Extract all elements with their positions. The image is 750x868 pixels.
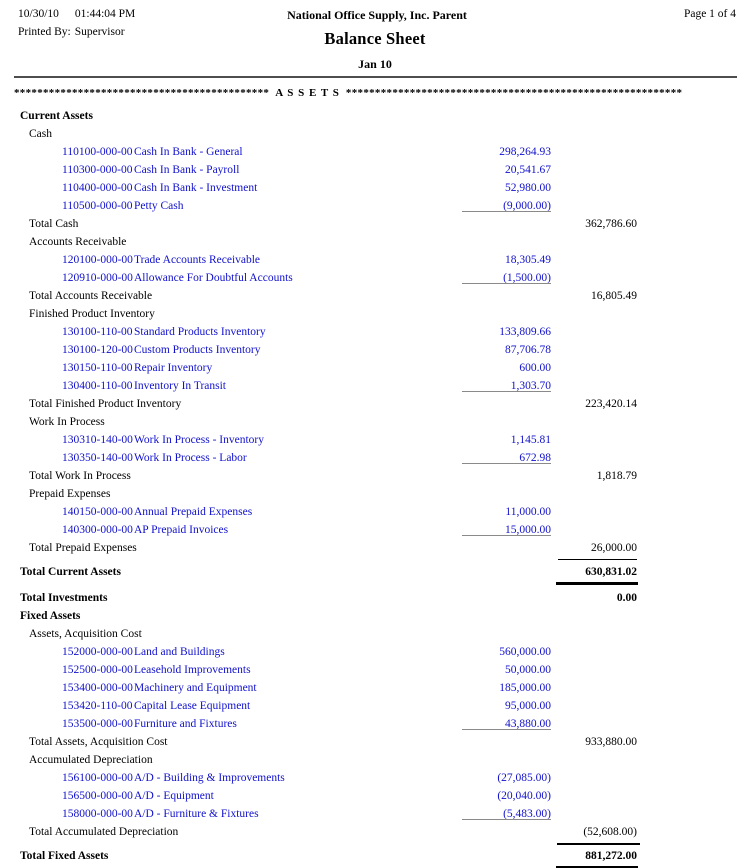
subheader-row	[0, 234, 750, 252]
account-label	[0, 716, 421, 734]
report-body	[0, 86, 750, 866]
account-description: Machinery and Equipment	[134, 682, 257, 694]
account-label	[0, 644, 421, 662]
account-row	[0, 716, 750, 734]
account-label	[0, 698, 421, 716]
account-number: 110300-000-00	[62, 164, 133, 176]
account-description: Petty Cash	[134, 200, 184, 212]
subtotal-rule-above	[462, 283, 551, 284]
assets-section-banner	[14, 86, 750, 102]
total-row	[0, 216, 750, 234]
account-label	[0, 270, 421, 288]
account-amount: 600.00	[519, 362, 551, 374]
account-row	[0, 360, 750, 378]
banner-stars-right: **********************************************************	[345, 87, 683, 99]
account-number: 120100-000-00	[62, 254, 133, 266]
subtotal-rule-above	[462, 463, 551, 464]
row-label: Total Accumulated Depreciation	[29, 826, 179, 838]
account-amount: 560,000.00	[499, 646, 551, 658]
account-label	[0, 504, 421, 522]
account-label	[0, 788, 421, 806]
account-number: 153500-000-00	[62, 718, 133, 730]
account-amount: 15,000.00	[505, 524, 551, 536]
header-datetime	[18, 8, 228, 20]
account-label	[0, 680, 421, 698]
account-amount: (5,483.00)	[503, 808, 551, 820]
account-label	[0, 252, 421, 270]
account-amount: 95,000.00	[505, 700, 551, 712]
total-amount: 16,805.49	[591, 290, 637, 302]
total-amount: 362,786.60	[585, 218, 637, 230]
account-number: 110500-000-00	[62, 200, 133, 212]
account-amount: 1,303.70	[510, 380, 551, 392]
subtotal-rule-above	[462, 211, 551, 212]
row-label: Total Assets, Acquisition Cost	[29, 736, 168, 748]
account-label	[0, 806, 421, 824]
account-amount: 18,305.49	[505, 254, 551, 266]
total-amount: 933,880.00	[585, 736, 637, 748]
total-amount: 26,000.00	[591, 542, 637, 554]
account-label	[0, 324, 421, 342]
account-description: Trade Accounts Receivable	[134, 254, 261, 266]
subtotal-rule-above	[557, 843, 640, 845]
account-description: Land and Buildings	[134, 646, 225, 658]
subheader-row	[0, 414, 750, 432]
account-number: 156100-000-00	[62, 772, 133, 784]
grand-row	[0, 848, 750, 866]
report-rows	[0, 108, 750, 866]
account-number: 140150-000-00	[62, 506, 133, 518]
account-label	[0, 342, 421, 360]
account-description: Standard Products Inventory	[134, 326, 266, 338]
account-number: 140300-000-00	[62, 524, 133, 536]
row-label: Assets, Acquisition Cost	[29, 628, 142, 640]
row-label: Prepaid Expenses	[29, 488, 111, 500]
banner-label: A S S E T S	[275, 87, 340, 99]
account-number: 153400-000-00	[62, 682, 133, 694]
row-label: Cash	[29, 128, 52, 140]
account-description: Cash In Bank - Payroll	[134, 164, 240, 176]
row-label: Work In Process	[29, 416, 105, 428]
account-description: A/D - Building & Improvements	[134, 772, 285, 784]
account-label	[0, 144, 421, 162]
account-description: Repair Inventory	[134, 362, 213, 374]
account-amount: (27,085.00)	[497, 772, 551, 784]
account-row	[0, 680, 750, 698]
header-divider	[14, 76, 737, 78]
row-label: Total Investments	[20, 592, 108, 604]
grand-row	[0, 590, 750, 608]
subheader-row	[0, 626, 750, 644]
account-amount: 20,541.67	[505, 164, 551, 176]
total-amount: 223,420.14	[585, 398, 637, 410]
subtotal-rule-above	[462, 535, 551, 536]
row-label: Total Finished Product Inventory	[29, 398, 182, 410]
account-number: 158000-000-00	[62, 808, 133, 820]
report-header	[0, 0, 750, 86]
account-row	[0, 378, 750, 396]
account-row	[0, 342, 750, 360]
subheader-row	[0, 306, 750, 324]
total-row	[0, 396, 750, 414]
account-number: 130400-110-00	[62, 380, 133, 392]
account-description: A/D - Equipment	[134, 790, 214, 802]
account-label	[0, 450, 421, 468]
total-row	[0, 540, 750, 558]
total-amount: (52,608.00)	[583, 826, 637, 838]
row-label: Fixed Assets	[20, 610, 81, 622]
account-description: Custom Products Inventory	[134, 344, 261, 356]
account-number: 130100-120-00	[62, 344, 133, 356]
account-amount: (9,000.00)	[503, 200, 551, 212]
account-label	[0, 432, 421, 450]
account-label	[0, 360, 421, 378]
subheader-row	[0, 752, 750, 770]
banner-stars-left: ********************************************	[14, 87, 270, 99]
account-description: Work In Process - Labor	[134, 452, 247, 464]
total-row	[0, 468, 750, 486]
account-row	[0, 806, 750, 824]
report-period: Jan 10	[358, 57, 392, 71]
account-row	[0, 788, 750, 806]
row-label: Total Cash	[29, 218, 79, 230]
row-label: Total Fixed Assets	[20, 850, 109, 862]
grand-row	[0, 564, 750, 582]
account-row	[0, 504, 750, 522]
header-row	[0, 108, 750, 126]
printed-by-label: Printed By:	[18, 26, 71, 38]
print-date: 10/30/10	[18, 8, 59, 20]
account-amount: 298,264.93	[499, 146, 551, 158]
row-label: Total Current Assets	[20, 566, 121, 578]
account-row	[0, 198, 750, 216]
account-description: Leasehold Improvements	[134, 664, 251, 676]
account-amount: (20,040.00)	[497, 790, 551, 802]
total-rule-below	[556, 582, 638, 585]
account-number: 130310-140-00	[62, 434, 133, 446]
account-row	[0, 698, 750, 716]
total-row	[0, 734, 750, 752]
total-amount: 1,818.79	[596, 470, 637, 482]
account-number: 110100-000-00	[62, 146, 133, 158]
account-number: 130350-140-00	[62, 452, 133, 464]
account-row	[0, 450, 750, 468]
account-number: 152000-000-00	[62, 646, 133, 658]
account-number: 153420-110-00	[62, 700, 133, 712]
account-amount: 43,880.00	[505, 718, 551, 730]
company-name: National Office Supply, Inc. Parent	[287, 8, 467, 22]
total-amount: 0.00	[616, 592, 637, 604]
account-amount: 11,000.00	[505, 506, 551, 518]
account-label	[0, 180, 421, 198]
header-row	[0, 608, 750, 626]
report-title: Balance Sheet	[324, 29, 426, 48]
account-number: 156500-000-00	[62, 790, 133, 802]
subheader-row	[0, 486, 750, 504]
account-label	[0, 522, 421, 540]
account-label	[0, 162, 421, 180]
row-label: Finished Product Inventory	[29, 308, 155, 320]
account-amount: 50,000.00	[505, 664, 551, 676]
account-row	[0, 252, 750, 270]
row-label: Total Accounts Receivable	[29, 290, 153, 302]
account-description: Furniture and Fixtures	[134, 718, 237, 730]
account-row	[0, 162, 750, 180]
account-number: 130150-110-00	[62, 362, 133, 374]
account-label	[0, 378, 421, 396]
subtotal-rule-above	[462, 819, 551, 820]
account-row	[0, 432, 750, 450]
account-description: Inventory In Transit	[134, 380, 226, 392]
account-number: 130100-110-00	[62, 326, 133, 338]
account-row	[0, 662, 750, 680]
subtotal-rule-above	[558, 559, 637, 560]
account-description: AP Prepaid Invoices	[134, 524, 229, 536]
account-label	[0, 198, 421, 216]
row-label: Total Prepaid Expenses	[29, 542, 137, 554]
account-row	[0, 522, 750, 540]
account-amount: 87,706.78	[505, 344, 551, 356]
account-amount: 133,809.66	[499, 326, 551, 338]
account-description: Capital Lease Equipment	[134, 700, 251, 712]
account-description: Annual Prepaid Expenses	[134, 506, 253, 518]
total-row	[0, 288, 750, 306]
subheader-row	[0, 126, 750, 144]
account-row	[0, 180, 750, 198]
row-label: Total Work In Process	[29, 470, 131, 482]
account-description: Cash In Bank - General	[134, 146, 243, 158]
account-description: A/D - Furniture & Fixtures	[134, 808, 259, 820]
account-number: 120910-000-00	[62, 272, 133, 284]
print-time: 01:44:04 PM	[74, 8, 136, 20]
account-row	[0, 270, 750, 288]
printed-by-value: Supervisor	[74, 26, 125, 38]
account-description: Allowance For Doubtful Accounts	[134, 272, 293, 284]
account-amount: 52,980.00	[505, 182, 551, 194]
account-row	[0, 770, 750, 788]
account-amount: 672.98	[519, 452, 551, 464]
subtotal-rule-above	[462, 391, 551, 392]
header-top-row	[18, 8, 736, 23]
subtotal-rule-above	[462, 729, 551, 730]
total-amount: 881,272.00	[585, 850, 637, 862]
total-row	[0, 824, 750, 842]
page-number: Page 1 of 4	[683, 8, 736, 20]
row-label: Current Assets	[20, 110, 93, 122]
account-row	[0, 324, 750, 342]
account-description: Cash In Bank - Investment	[134, 182, 258, 194]
account-row	[0, 644, 750, 662]
row-label: Accounts Receivable	[29, 236, 127, 248]
account-row	[0, 144, 750, 162]
total-amount: 630,831.02	[585, 566, 637, 578]
account-number: 152500-000-00	[62, 664, 133, 676]
account-label	[0, 770, 421, 788]
account-amount: 185,000.00	[499, 682, 551, 694]
row-label: Accumulated Depreciation	[29, 754, 153, 766]
account-amount: 1,145.81	[510, 434, 551, 446]
account-description: Work In Process - Inventory	[134, 434, 265, 446]
account-label	[0, 662, 421, 680]
account-number: 110400-000-00	[62, 182, 133, 194]
account-amount: (1,500.00)	[503, 272, 551, 284]
